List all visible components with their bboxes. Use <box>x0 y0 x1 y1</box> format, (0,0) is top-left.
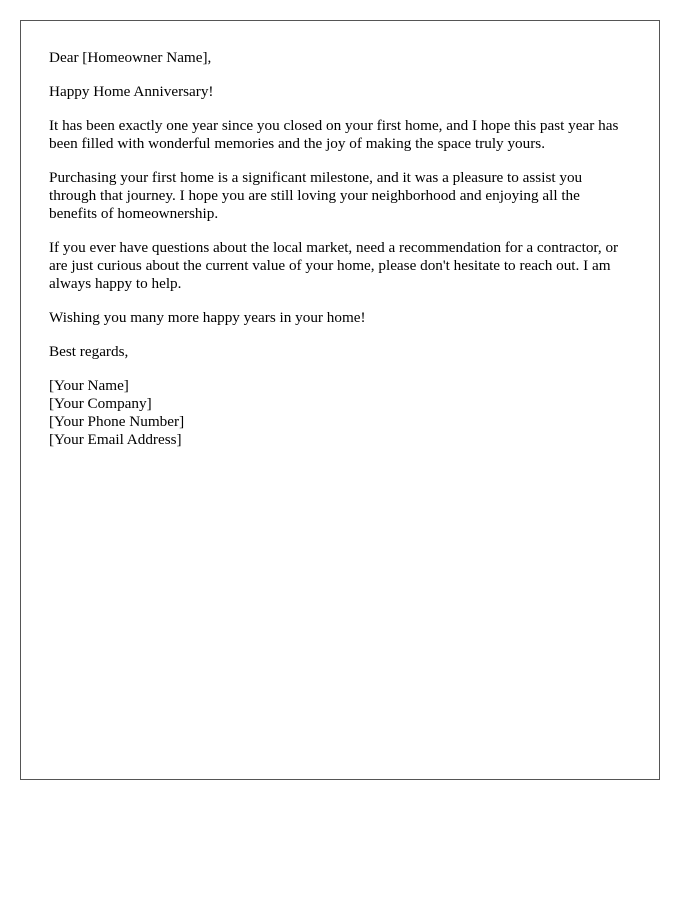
letter-page <box>20 20 660 780</box>
signature-name: [Your Name] <box>49 377 129 394</box>
body-paragraph-3: If you ever have questions about the local market, need a recommendation for a contractor, or are just curious about the current value of your home, please don't hesitate to reach out. I am always happy to help. <box>49 239 619 292</box>
greeting: Happy Home Anniversary! <box>49 83 214 100</box>
signature-email: [Your Email Address] <box>49 431 182 448</box>
salutation: Dear [Homeowner Name], <box>49 49 212 66</box>
body-paragraph-2: Purchasing your first home is a significant milestone, and it was a pleasure to assist you through that journey. I hope you are still loving your neighborhood and enjoying all the benefits of homeownership. <box>49 169 583 222</box>
signature-phone: [Your Phone Number] <box>49 413 185 430</box>
closing: Best regards, <box>49 343 129 360</box>
signature-block <box>49 377 631 449</box>
signature-company: [Your Company] <box>49 395 152 412</box>
body-paragraph-1: It has been exactly one year since you closed on your first home, and I hope this past year has been filled with wonderful memories and the joy of making the space truly yours. <box>49 117 619 152</box>
wish-line: Wishing you many more happy years in your home! <box>49 309 366 326</box>
